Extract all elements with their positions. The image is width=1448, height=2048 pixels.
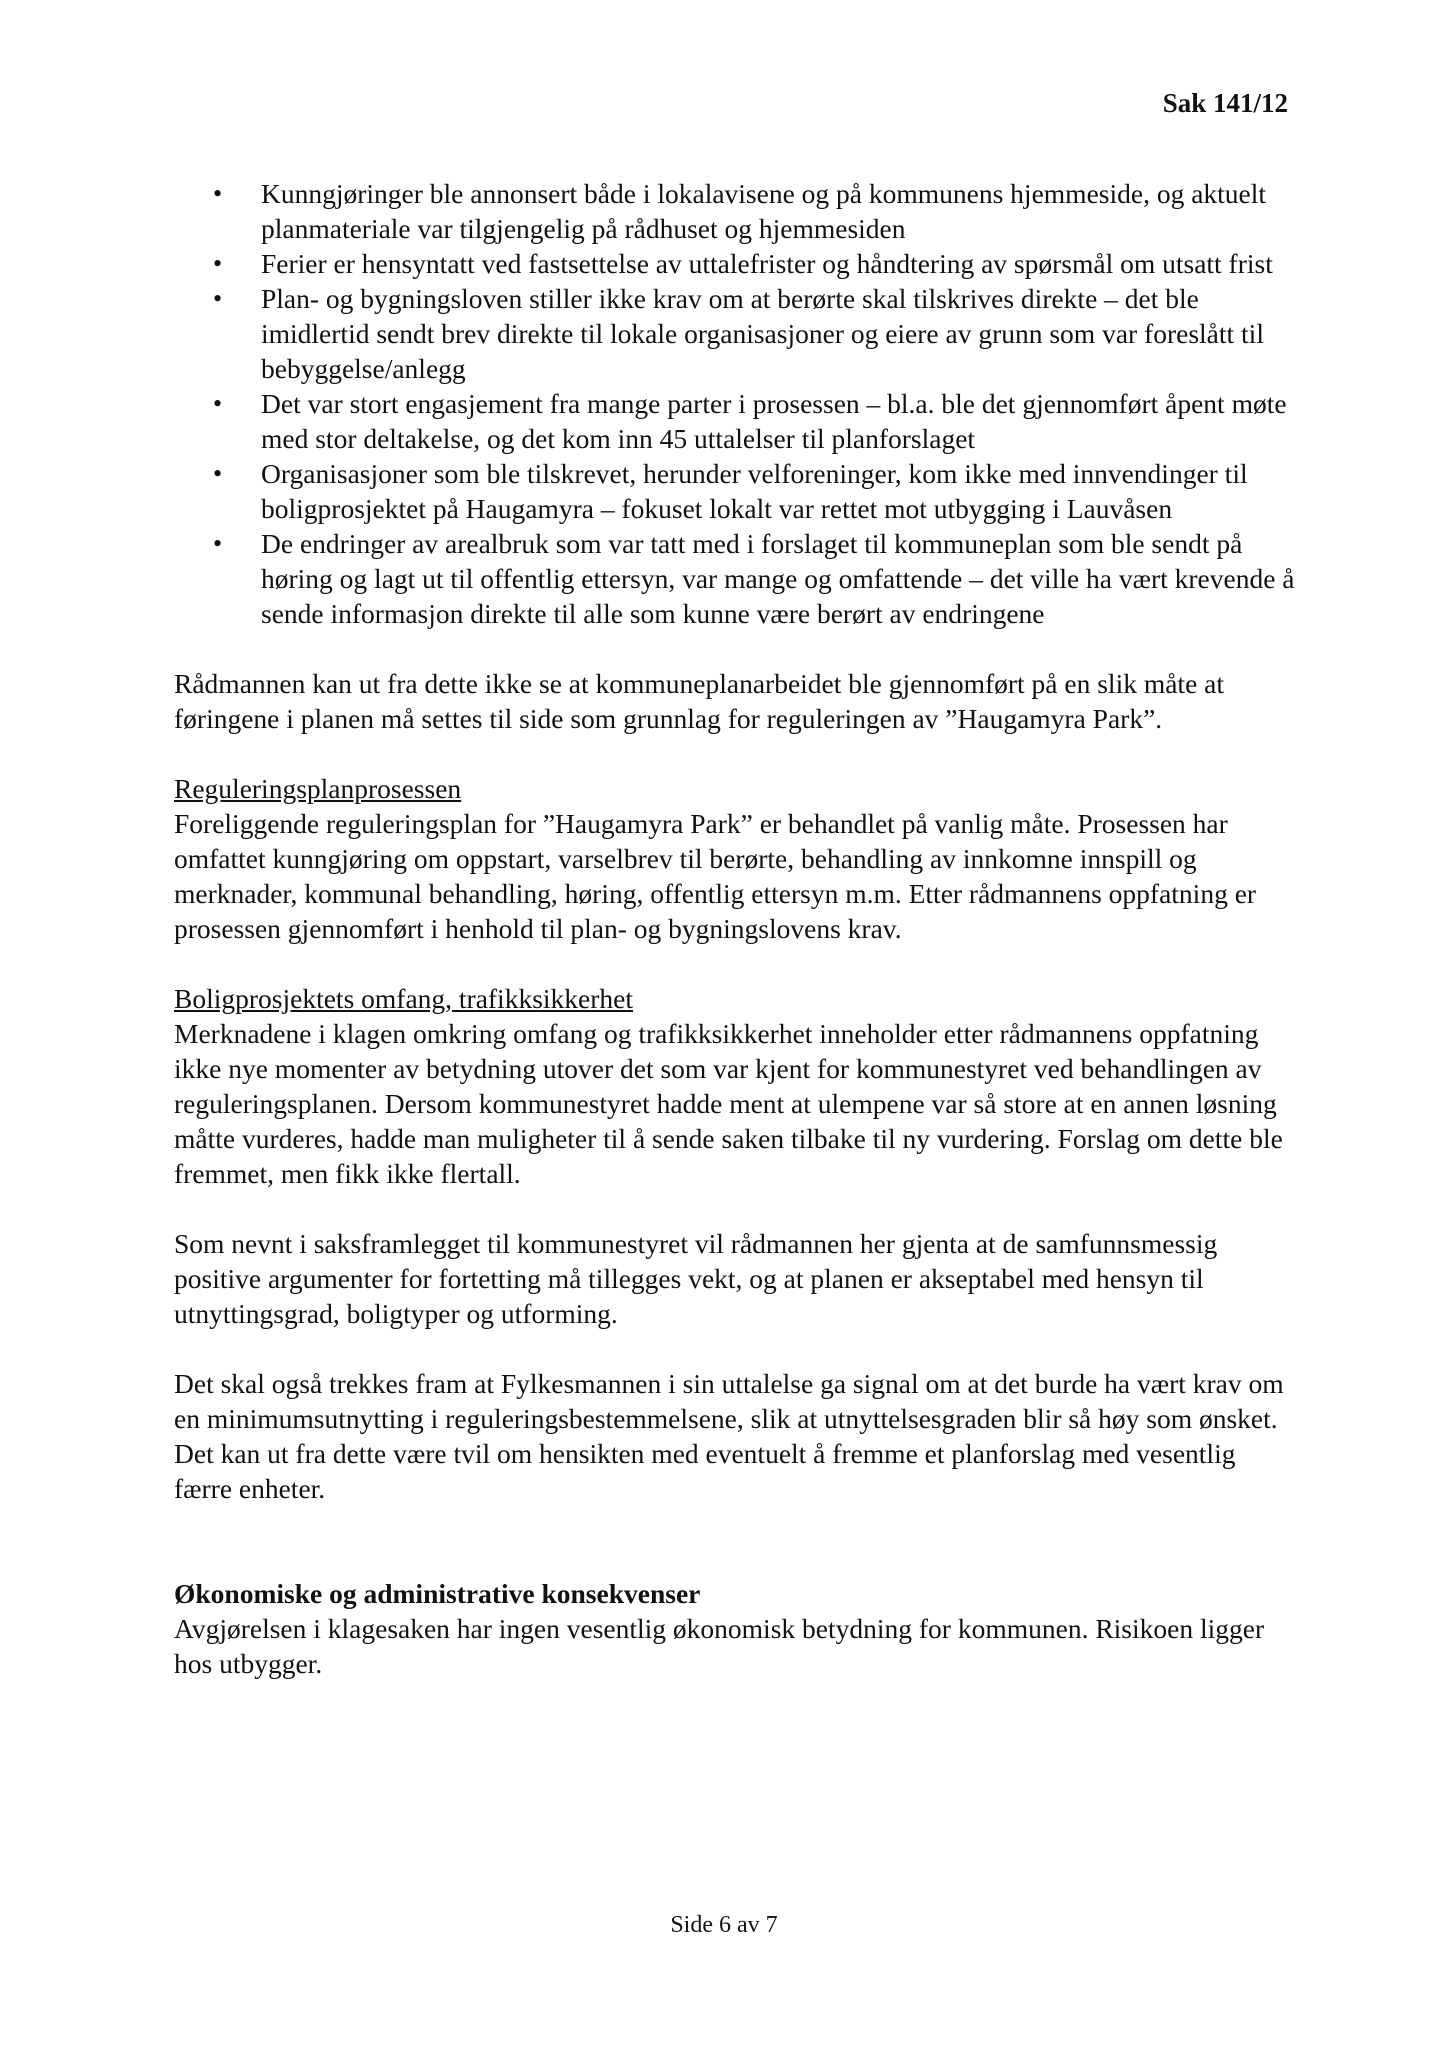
bullet-list [174,176,1296,631]
section-heading-boligprosjekt: Boligprosjektets omfang, trafikksikkerhet [174,983,634,1014]
reguleringsplan-paragraph: Foreliggende reguleringsplan for ”Haugamyra Park” er behandlet på vanlig måte. Prosessen har omfattet kunngjøring om oppstart, varselbrev til berørte, behandling av innkomne innspill og merknader, kommunal behandling, høring, offentlig ettersyn m.m. Etter rådmannens oppfatning er prosessen gjennomført i henhold til plan- og bygningslovens krav. [174,808,1257,944]
boligprosjekt-paragraph: Merknadene i klagen omkring omfang og trafikksikkerhet inneholder etter rådmannens oppfatning ikke nye momenter av betydning utover det som var kjent for kommunestyret ved behandlingen av reguleringsplanen. Dersom kommunestyret hadde ment at ulempene var så store at en annen løsning måtte vurderes, hadde man muligheter til å sende saken tilbake til ny vurdering. Forslag om dette ble fremmet, men fikk ikke flertall. [174,1018,1283,1189]
section-heading-okonomiske: Økonomiske og administrative konsekvenser [174,1578,701,1609]
section-heading-reguleringsplanprosessen: Reguleringsplanprosessen [174,773,462,804]
okonomiske-paragraph: Avgjørelsen i klagesaken har ingen vesentlig økonomisk betydning for kommunen. Risikoen ligger hos utbygger. [174,1613,1265,1679]
list-item: • Organisasjoner som ble tilskrevet, herunder velforeninger, kom ikke med innvendinger til boligprosjektet på Haugamyra – fokuset lokalt var rettet mot utbygging i Lauvåsen [261,456,1296,526]
fylkesmannen-paragraph: Det skal også trekkes fram at Fylkesmannen i sin uttalelse ga signal om at det burde ha vært krav om en minimumsutnytting i reguleringsbestemmelsene, slik at utnyttelsesgraden blir så høy som ønsket. Det kan ut fra dette være tvil om hensikten med eventuelt å fremme et planforslag med vesentlig færre enheter. [174,1368,1284,1504]
list-item: • Kunngjøringer ble annonsert både i lokalavisene og på kommunens hjemmeside, og aktuelt planmateriale var tilgjengelig på rådhuset og hjemmesiden [261,176,1296,246]
list-item: • Det var stort engasjement fra mange parter i prosessen – bl.a. ble det gjennomført åpent møte med stor deltakelse, og det kom inn 45 uttalelser til planforslaget [261,386,1296,456]
saksframlegg-paragraph: Som nevnt i saksframlegget til kommunestyret vil rådmannen her gjenta at de samfunnsmessig positive argumenter for fortetting må tillegges vekt, og at planen er akseptabel med hensyn til utnyttingsgrad, boligtyper og utforming. [174,1228,1218,1329]
conclusion-paragraph: Rådmannen kan ut fra dette ikke se at kommuneplanarbeidet ble gjennomført på en slik måte at føringene i planen må settes til side som grunnlag for reguleringen av ”Haugamyra Park”. [174,668,1224,734]
case-reference: Sak 141/12 [1162,88,1288,118]
list-item: • Plan- og bygningsloven stiller ikke krav om at berørte skal tilskrives direkte – det ble imidlertid sendt brev direkte til lokale organisasjoner og eiere av grunn som var foreslått til bebyggelse/anlegg [261,281,1296,386]
page-number: Side 6 av 7 [670,1912,778,1938]
list-item: • Ferier er hensyntatt ved fastsettelse av uttalefrister og håndtering av spørsmål om utsatt frist [261,246,1296,281]
list-item: • De endringer av arealbruk som var tatt med i forslaget til kommuneplan som ble sendt på høring og lagt ut til offentlig ettersyn, var mange og omfattende – det ville ha vært krevende å sende informasjon direkte til alle som kunne være berørt av endringene [261,526,1296,631]
document-body [174,176,1296,1681]
